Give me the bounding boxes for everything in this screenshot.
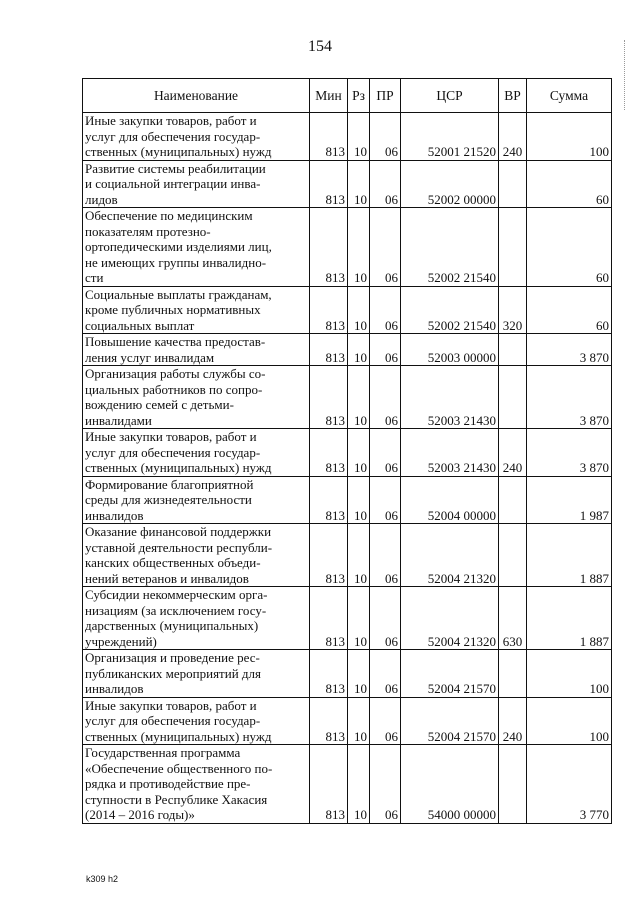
header-csr: ЦСР bbox=[401, 79, 499, 113]
cell-csr: 52003 21430 bbox=[401, 366, 499, 429]
cell-name: Социальные выплаты гражданам, кроме публичных нормативных социальных выплат bbox=[83, 286, 310, 334]
table-row bbox=[83, 208, 612, 287]
cell-rz: 10 bbox=[348, 208, 370, 287]
cell-min: 813 bbox=[310, 587, 348, 650]
cell-min: 813 bbox=[310, 650, 348, 698]
cell-rz: 10 bbox=[348, 524, 370, 587]
cell-vr: 630 bbox=[499, 587, 527, 650]
cell-min: 813 bbox=[310, 745, 348, 824]
cell-name: Повышение качества предостав- ления услуг инвалидам bbox=[83, 334, 310, 366]
table-row bbox=[83, 160, 612, 208]
table-row bbox=[83, 476, 612, 524]
cell-pr: 06 bbox=[370, 366, 401, 429]
cell-sum: 1 887 bbox=[527, 524, 612, 587]
header-sum: Сумма bbox=[527, 79, 612, 113]
cell-csr: 52004 21570 bbox=[401, 650, 499, 698]
cell-vr: 320 bbox=[499, 286, 527, 334]
cell-rz: 10 bbox=[348, 745, 370, 824]
cell-pr: 06 bbox=[370, 476, 401, 524]
cell-pr: 06 bbox=[370, 587, 401, 650]
cell-min: 813 bbox=[310, 208, 348, 287]
cell-sum: 100 bbox=[527, 697, 612, 745]
cell-rz: 10 bbox=[348, 334, 370, 366]
table-row bbox=[83, 286, 612, 334]
cell-vr: 240 bbox=[499, 697, 527, 745]
cell-min: 813 bbox=[310, 429, 348, 477]
cell-pr: 06 bbox=[370, 650, 401, 698]
cell-min: 813 bbox=[310, 334, 348, 366]
header-vr: ВР bbox=[499, 79, 527, 113]
table-row bbox=[83, 650, 612, 698]
cell-vr bbox=[499, 745, 527, 824]
table-row bbox=[83, 587, 612, 650]
cell-sum: 3 770 bbox=[527, 745, 612, 824]
cell-pr: 06 bbox=[370, 113, 401, 161]
header-min: Мин bbox=[310, 79, 348, 113]
table-row bbox=[83, 524, 612, 587]
footer-code: k309 h2 bbox=[86, 874, 119, 884]
cell-rz: 10 bbox=[348, 366, 370, 429]
cell-name: Формирование благоприятной среды для жизнедеятельности инвалидов bbox=[83, 476, 310, 524]
cell-sum: 3 870 bbox=[527, 334, 612, 366]
cell-sum: 1 987 bbox=[527, 476, 612, 524]
cell-pr: 06 bbox=[370, 160, 401, 208]
cell-name: Государственная программа «Обеспечение общественного по- рядка и противодействие пре- ступности в Республике Хакасия (2014 – 2016 годы)» bbox=[83, 745, 310, 824]
cell-pr: 06 bbox=[370, 429, 401, 477]
cell-vr bbox=[499, 524, 527, 587]
cell-min: 813 bbox=[310, 286, 348, 334]
cell-csr: 52004 21320 bbox=[401, 587, 499, 650]
cell-pr: 06 bbox=[370, 208, 401, 287]
cell-name: Субсидии некоммерческим орга- низациям (за исключением госу- дарственных (муниципальных) учреждений) bbox=[83, 587, 310, 650]
cell-csr: 54000 00000 bbox=[401, 745, 499, 824]
cell-min: 813 bbox=[310, 697, 348, 745]
cell-sum: 100 bbox=[527, 113, 612, 161]
cell-vr bbox=[499, 160, 527, 208]
cell-name: Организация работы службы со- циальных работников по сопро- вождению семей с детьми- инвалидами bbox=[83, 366, 310, 429]
cell-sum: 100 bbox=[527, 650, 612, 698]
cell-min: 813 bbox=[310, 524, 348, 587]
table-row bbox=[83, 366, 612, 429]
cell-name: Организация и проведение рес- публиканских мероприятий для инвалидов bbox=[83, 650, 310, 698]
table-row bbox=[83, 745, 612, 824]
page-number: 154 bbox=[308, 38, 332, 55]
cell-min: 813 bbox=[310, 113, 348, 161]
cell-name: Иные закупки товаров, работ и услуг для обеспечения государ- ственных (муниципальных) нужд bbox=[83, 429, 310, 477]
table-row bbox=[83, 113, 612, 161]
cell-csr: 52004 21320 bbox=[401, 524, 499, 587]
cell-csr: 52002 21540 bbox=[401, 208, 499, 287]
cell-rz: 10 bbox=[348, 113, 370, 161]
cell-name: Оказание финансовой поддержки уставной деятельности республи- канских общественных объеди- нений ветеранов и инвалидов bbox=[83, 524, 310, 587]
cell-sum: 60 bbox=[527, 286, 612, 334]
cell-rz: 10 bbox=[348, 160, 370, 208]
cell-sum: 60 bbox=[527, 160, 612, 208]
cell-vr: 240 bbox=[499, 429, 527, 477]
cell-min: 813 bbox=[310, 476, 348, 524]
table-row bbox=[83, 697, 612, 745]
cell-name: Развитие системы реабилитации и социальной интеграции инва- лидов bbox=[83, 160, 310, 208]
cell-csr: 52002 21540 bbox=[401, 286, 499, 334]
cell-csr: 52003 00000 bbox=[401, 334, 499, 366]
cell-csr: 52001 21520 bbox=[401, 113, 499, 161]
cell-sum: 1 887 bbox=[527, 587, 612, 650]
cell-vr bbox=[499, 208, 527, 287]
cell-pr: 06 bbox=[370, 745, 401, 824]
cell-rz: 10 bbox=[348, 697, 370, 745]
cell-name: Иные закупки товаров, работ и услуг для обеспечения государ- ственных (муниципальных) нужд bbox=[83, 113, 310, 161]
cell-csr: 52002 00000 bbox=[401, 160, 499, 208]
table-row bbox=[83, 429, 612, 477]
cell-csr: 52004 21570 bbox=[401, 697, 499, 745]
cell-rz: 10 bbox=[348, 429, 370, 477]
cell-name: Обеспечение по медицинским показателям протезно- ортопедическими изделиями лиц, не имеющих группы инвалидно- сти bbox=[83, 208, 310, 287]
cell-vr: 240 bbox=[499, 113, 527, 161]
cell-vr bbox=[499, 476, 527, 524]
header-rz: Рз bbox=[348, 79, 370, 113]
cell-min: 813 bbox=[310, 160, 348, 208]
cell-min: 813 bbox=[310, 366, 348, 429]
cell-pr: 06 bbox=[370, 697, 401, 745]
budget-table bbox=[82, 78, 612, 824]
cell-pr: 06 bbox=[370, 286, 401, 334]
cell-csr: 52003 21430 bbox=[401, 429, 499, 477]
cell-rz: 10 bbox=[348, 286, 370, 334]
cell-rz: 10 bbox=[348, 650, 370, 698]
margin-mark bbox=[624, 40, 626, 110]
cell-sum: 3 870 bbox=[527, 429, 612, 477]
cell-pr: 06 bbox=[370, 334, 401, 366]
cell-name: Иные закупки товаров, работ и услуг для обеспечения государ- ственных (муниципальных) нужд bbox=[83, 697, 310, 745]
cell-pr: 06 bbox=[370, 524, 401, 587]
cell-vr bbox=[499, 366, 527, 429]
cell-sum: 60 bbox=[527, 208, 612, 287]
cell-vr bbox=[499, 650, 527, 698]
cell-rz: 10 bbox=[348, 476, 370, 524]
cell-rz: 10 bbox=[348, 587, 370, 650]
cell-csr: 52004 00000 bbox=[401, 476, 499, 524]
cell-sum: 3 870 bbox=[527, 366, 612, 429]
header-name: Наименование bbox=[83, 79, 310, 113]
header-pr: ПР bbox=[370, 79, 401, 113]
cell-vr bbox=[499, 334, 527, 366]
table-row bbox=[83, 334, 612, 366]
table-header-row bbox=[83, 79, 612, 113]
